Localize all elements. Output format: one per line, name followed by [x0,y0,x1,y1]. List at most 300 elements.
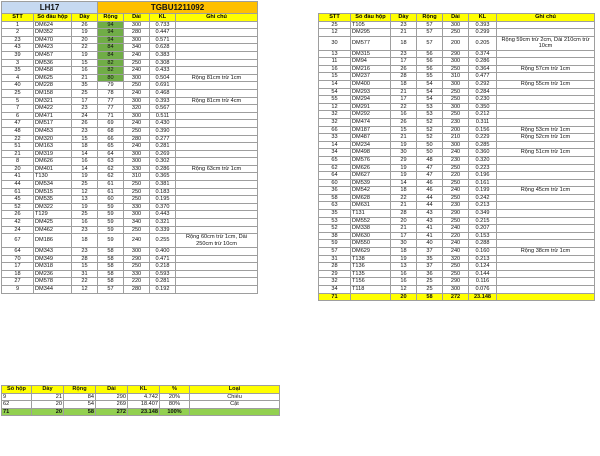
table-cell[interactable]: 15 [72,263,98,271]
table-cell[interactable]: 0.292 [469,80,497,88]
table-cell[interactable]: 0.370 [150,203,176,211]
table-cell[interactable] [497,240,595,248]
table-cell[interactable] [176,203,258,211]
table-cell[interactable]: T130 [34,173,72,181]
table-cell[interactable]: 15 [391,126,417,134]
table-cell[interactable]: 250 [124,188,150,196]
table-cell[interactable]: DM318 [34,263,72,271]
table-cell[interactable]: 25 [417,286,443,294]
table-cell[interactable]: 0.269 [150,150,176,158]
table-cell[interactable]: 18 [391,248,417,256]
table-cell[interactable]: 28 [319,263,351,271]
table-cell[interactable]: DM234 [351,141,391,149]
table-cell[interactable]: 39 [2,51,34,59]
table-cell[interactable]: 0.153 [469,232,497,240]
table-cell[interactable]: 41 [2,173,34,181]
table-cell[interactable] [176,248,258,256]
table-cell[interactable]: 71 [98,112,124,120]
table-cell[interactable] [497,194,595,202]
table-cell[interactable]: DM535 [34,196,72,204]
table-cell[interactable]: DM294 [351,96,391,104]
table-cell[interactable]: 69 [98,120,124,128]
table-cell[interactable] [176,112,258,120]
table-cell[interactable]: 22 [391,194,417,202]
table-cell[interactable] [497,225,595,233]
table-cell[interactable]: 28 [391,210,417,218]
table-cell[interactable]: 60 [98,196,124,204]
table-cell[interactable]: 94 [98,29,124,37]
table-cell[interactable]: 250 [443,179,469,187]
table-cell[interactable]: 330 [124,270,150,278]
table-cell[interactable]: 320 [443,255,469,263]
table-cell[interactable]: 55 [417,73,443,81]
table-cell[interactable]: 300 [124,74,150,82]
summary-total-cell[interactable]: 100% [160,408,190,416]
table-cell[interactable]: 40 [417,240,443,248]
table-cell[interactable] [176,270,258,278]
table-cell[interactable]: 300 [124,97,150,105]
table-cell[interactable]: 0.229 [469,134,497,142]
table-cell[interactable]: DM228 [34,82,72,90]
table-cell[interactable]: 13 [319,50,351,58]
table-cell[interactable]: 310 [124,173,150,181]
table-cell[interactable]: 25 [72,89,98,97]
table-cell[interactable]: DM577 [351,36,391,50]
table-cell[interactable]: DM338 [351,225,391,233]
table-cell[interactable]: Rộng 51cm trừ 1cm [497,149,595,157]
table-cell[interactable]: 63 [98,158,124,166]
table-cell[interactable]: 32 [319,278,351,286]
table-cell[interactable]: 11 [319,58,351,66]
table-cell[interactable]: T118 [351,286,391,294]
table-cell[interactable]: 54 [319,88,351,96]
table-cell[interactable]: DM349 [34,255,72,263]
table-cell[interactable]: 310 [443,73,469,81]
table-cell[interactable]: 30 [391,240,417,248]
table-cell[interactable]: 34 [319,286,351,294]
table-cell[interactable]: 0.374 [469,50,497,58]
table-cell[interactable]: 250 [443,270,469,278]
summary-cell[interactable]: 84 [64,393,96,401]
table-cell[interactable]: 54 [417,80,443,88]
table-cell[interactable]: 21 [391,29,417,37]
table-cell[interactable] [176,196,258,204]
table-cell[interactable] [176,44,258,52]
table-cell[interactable]: DM474 [351,118,391,126]
table-cell[interactable]: 0.281 [150,278,176,286]
table-cell[interactable] [497,73,595,81]
table-cell[interactable] [497,96,595,104]
table-cell[interactable]: 0.144 [469,270,497,278]
table-cell[interactable] [497,263,595,271]
table-cell[interactable]: DM487 [351,134,391,142]
table-cell[interactable]: 24 [72,112,98,120]
table-cell[interactable]: 0.199 [469,187,497,195]
table-cell[interactable]: 0.447 [150,29,176,37]
table-cell[interactable]: 230 [443,156,469,164]
table-cell[interactable]: 0.215 [469,217,497,225]
table-cell[interactable]: 54 [417,88,443,96]
table-cell[interactable]: 25 [72,181,98,189]
table-cell[interactable]: 0.471 [150,255,176,263]
table-cell[interactable]: DM576 [351,156,391,164]
sum-length[interactable]: 272 [443,293,469,301]
table-cell[interactable]: DM534 [34,181,72,189]
summary-total-cell[interactable]: 71 [2,408,32,416]
table-cell[interactable]: DM344 [34,286,72,294]
table-cell[interactable] [497,156,595,164]
table-cell[interactable]: 19 [72,173,98,181]
table-cell[interactable]: 17 [391,58,417,66]
table-cell[interactable]: 0.390 [150,127,176,135]
table-cell[interactable]: 77 [98,105,124,113]
table-cell[interactable]: DM187 [351,126,391,134]
sum-volume[interactable]: 23.148 [469,293,497,301]
table-cell[interactable]: 60 [319,179,351,187]
table-cell[interactable]: 0.468 [150,89,176,97]
table-cell[interactable]: Rộng 57cm trừ 1cm [497,65,595,73]
table-cell[interactable]: 0.299 [469,29,497,37]
table-cell[interactable]: 19 [391,164,417,172]
table-cell[interactable]: 290 [443,50,469,58]
table-cell[interactable]: 56 [417,65,443,73]
table-cell[interactable]: 250 [124,82,150,90]
col-header-box-number[interactable]: Số đầu hộp [351,14,391,22]
table-cell[interactable]: DM315 [351,50,391,58]
table-cell[interactable] [176,255,258,263]
table-cell[interactable]: 45 [2,196,34,204]
table-cell[interactable]: 21 [72,74,98,82]
table-cell[interactable]: 53 [319,217,351,225]
summary-total-cell[interactable]: 23.148 [128,408,160,416]
table-cell[interactable]: 52 [417,118,443,126]
table-cell[interactable]: 20 [72,36,98,44]
table-cell[interactable]: 0.571 [150,36,176,44]
table-cell[interactable]: 15 [319,73,351,81]
table-cell[interactable]: DM457 [34,51,72,59]
col-header-box-number[interactable]: Số đầu hộp [34,14,72,22]
table-cell[interactable]: 63 [319,202,351,210]
table-cell[interactable] [176,226,258,234]
table-cell[interactable]: 26 [72,120,98,128]
table-cell[interactable]: 2 [2,29,34,37]
table-cell[interactable]: 19 [391,172,417,180]
summary-cell[interactable]: 21 [32,393,64,401]
table-cell[interactable]: 0.567 [150,105,176,113]
table-cell[interactable]: DM237 [351,73,391,81]
col-header-width[interactable]: Rộng [417,14,443,22]
table-cell[interactable]: 66 [98,135,124,143]
table-cell[interactable]: 19 [72,51,98,59]
table-cell[interactable]: 25 [417,278,443,286]
table-cell[interactable]: 3 [2,59,34,67]
table-cell[interactable]: 14 [319,80,351,88]
table-cell[interactable] [176,150,258,158]
table-cell[interactable] [497,172,595,180]
table-cell[interactable]: 35 [417,255,443,263]
table-cell[interactable]: DM462 [34,226,72,234]
table-cell[interactable]: 23 [72,127,98,135]
table-cell[interactable]: 23 [2,36,34,44]
table-cell[interactable]: DM578 [34,278,72,286]
table-cell[interactable]: 0.230 [469,96,497,104]
table-cell[interactable] [176,219,258,227]
table-cell[interactable] [497,88,595,96]
table-cell[interactable]: 55 [319,96,351,104]
table-cell[interactable]: 42 [2,219,34,227]
table-cell[interactable]: 53 [417,103,443,111]
table-cell[interactable]: 220 [443,172,469,180]
table-cell[interactable]: 0.365 [150,173,176,181]
table-cell[interactable]: 0.400 [150,248,176,256]
sum-box[interactable] [351,293,391,301]
table-cell[interactable]: 250 [443,194,469,202]
table-cell[interactable]: 240 [443,240,469,248]
table-cell[interactable]: DM186 [34,234,72,248]
table-cell[interactable]: 17 [72,97,98,105]
summary-header-percent[interactable]: % [160,386,190,394]
table-cell[interactable]: 16 [391,111,417,119]
table-cell[interactable]: 240 [124,51,150,59]
table-cell[interactable]: 22 [72,278,98,286]
table-cell[interactable] [176,181,258,189]
table-cell[interactable]: DM627 [351,172,391,180]
table-cell[interactable]: 35 [2,67,34,75]
table-cell[interactable]: 59 [319,240,351,248]
table-cell[interactable]: DM236 [34,270,72,278]
table-cell[interactable]: 0.196 [469,172,497,180]
table-cell[interactable]: Rộng 55cm trừ 1cm [497,80,595,88]
table-cell[interactable]: 0.339 [150,226,176,234]
table-cell[interactable]: 0.156 [469,126,497,134]
table-cell[interactable]: 61 [2,188,34,196]
table-cell[interactable]: 44 [417,202,443,210]
table-cell[interactable] [497,179,595,187]
table-cell[interactable]: 54 [417,96,443,104]
table-cell[interactable]: DM629 [351,248,391,256]
table-cell[interactable]: 84 [98,51,124,59]
table-cell[interactable]: 250 [124,263,150,271]
table-cell[interactable]: 0.393 [469,21,497,29]
table-cell[interactable]: 0.288 [469,240,497,248]
table-cell[interactable]: 300 [443,58,469,66]
table-cell[interactable]: 240 [124,234,150,248]
summary-cell[interactable]: 290 [96,393,128,401]
table-cell[interactable]: 26 [391,65,417,73]
table-cell[interactable]: 21 [2,150,34,158]
table-cell[interactable]: 23 [72,105,98,113]
table-cell[interactable]: 80 [98,74,124,82]
table-cell[interactable]: 18 [391,187,417,195]
table-cell[interactable] [176,120,258,128]
table-cell[interactable]: DM630 [351,232,391,240]
table-cell[interactable]: DM498 [351,149,391,157]
table-cell[interactable]: DM292 [351,111,391,119]
table-cell[interactable]: 12 [319,29,351,37]
table-cell[interactable] [176,89,258,97]
table-cell[interactable]: DM453 [34,127,72,135]
table-cell[interactable]: 300 [124,248,150,256]
table-cell[interactable]: 48 [2,127,34,135]
table-cell[interactable] [497,210,595,218]
table-cell[interactable]: 12 [391,286,417,294]
table-cell[interactable] [497,286,595,294]
table-cell[interactable]: 35 [72,82,98,90]
table-cell[interactable]: 47 [417,172,443,180]
table-cell[interactable]: DM539 [351,179,391,187]
table-cell[interactable]: 46 [417,187,443,195]
table-cell[interactable]: 67 [2,234,34,248]
table-cell[interactable]: 0.223 [469,164,497,172]
table-cell[interactable] [176,286,258,294]
summary-cell[interactable]: 54 [64,401,96,409]
table-cell[interactable] [176,51,258,59]
table-cell[interactable]: DM425 [34,219,72,227]
table-cell[interactable]: 31 [319,255,351,263]
table-cell[interactable]: 200 [443,36,469,50]
table-cell[interactable]: 30 [391,149,417,157]
table-cell[interactable]: 82 [98,59,124,67]
table-cell[interactable]: 0.381 [150,181,176,189]
table-cell[interactable]: 28 [72,255,98,263]
table-cell[interactable]: DM343 [34,248,72,256]
table-cell[interactable]: 52 [2,203,34,211]
table-cell[interactable] [176,21,258,29]
table-cell[interactable]: 0.477 [469,73,497,81]
table-cell[interactable]: Rộng 81cm trừ 4cm [176,97,258,105]
table-cell[interactable]: 0.443 [150,211,176,219]
table-cell[interactable]: 0.255 [150,234,176,248]
sum-count[interactable]: 71 [319,293,351,301]
table-cell[interactable]: T105 [351,21,391,29]
table-cell[interactable]: DM400 [351,80,391,88]
table-cell[interactable]: 0.205 [469,36,497,50]
table-cell[interactable]: 14 [72,150,98,158]
summary-header-type[interactable]: Loại [190,386,280,394]
table-cell[interactable]: DM624 [34,21,72,29]
table-cell[interactable]: 0.691 [150,82,176,90]
table-cell[interactable]: T129 [34,211,72,219]
table-cell[interactable]: 29 [319,270,351,278]
table-cell[interactable]: 300 [124,211,150,219]
col-header-length[interactable]: Dài [443,14,469,22]
table-cell[interactable] [497,164,595,172]
table-cell[interactable]: 43 [417,210,443,218]
table-cell[interactable]: 58 [98,263,124,271]
table-cell[interactable]: 33 [319,134,351,142]
table-cell[interactable]: 0.511 [150,112,176,120]
table-cell[interactable]: 68 [98,127,124,135]
table-cell[interactable] [176,135,258,143]
table-cell[interactable]: 0.286 [150,165,176,173]
table-cell[interactable]: 250 [443,111,469,119]
table-cell[interactable]: 31 [72,270,98,278]
table-cell[interactable]: T131 [351,210,391,218]
table-cell[interactable]: 300 [124,21,150,29]
table-cell[interactable]: 50 [417,149,443,157]
table-cell[interactable]: DM628 [351,194,391,202]
table-cell[interactable] [497,103,595,111]
table-cell[interactable]: 250 [124,181,150,189]
table-cell[interactable]: 0.349 [469,210,497,218]
table-cell[interactable]: 37 [417,263,443,271]
col-header-note[interactable]: Ghi chú [176,14,258,22]
table-cell[interactable]: 8 [2,158,34,166]
table-cell[interactable]: 41 [417,225,443,233]
table-cell[interactable] [497,141,595,149]
table-cell[interactable]: 59 [98,226,124,234]
sum-thickness[interactable]: 20 [391,293,417,301]
table-cell[interactable] [176,211,258,219]
table-cell[interactable]: 0.733 [150,21,176,29]
table-cell[interactable]: Rộng 52cm trừ 1cm [497,134,595,142]
col-header-thickness[interactable]: Dày [72,14,98,22]
table-cell[interactable]: 56 [417,58,443,66]
table-cell[interactable]: 19 [72,29,98,37]
table-cell[interactable]: 0.308 [150,59,176,67]
table-cell[interactable]: 12 [72,188,98,196]
table-cell[interactable]: 57 [319,248,351,256]
table-cell[interactable]: 300 [124,36,150,44]
table-cell[interactable]: 57 [98,286,124,294]
table-cell[interactable] [176,263,258,271]
table-cell[interactable]: 300 [443,103,469,111]
table-cell[interactable]: 0.212 [469,111,497,119]
table-cell[interactable] [497,255,595,263]
table-cell[interactable]: 330 [124,165,150,173]
table-cell[interactable]: 94 [98,21,124,29]
summary-cell[interactable]: 18.407 [128,401,160,409]
table-cell[interactable]: 34 [319,149,351,157]
table-cell[interactable]: 340 [124,44,150,52]
table-cell[interactable]: 15 [72,59,98,67]
table-cell[interactable] [176,143,258,151]
table-cell[interactable]: 21 [391,134,417,142]
table-cell[interactable]: 220 [124,278,150,286]
table-cell[interactable]: 230 [443,118,469,126]
table-cell[interactable]: 240 [443,248,469,256]
table-cell[interactable]: 330 [124,203,150,211]
table-cell[interactable]: DM625 [34,74,72,82]
table-cell[interactable]: 18 [391,36,417,50]
table-cell[interactable]: 0.242 [469,194,497,202]
table-cell[interactable]: 65 [319,156,351,164]
table-cell[interactable]: T135 [351,270,391,278]
col-header-length[interactable]: Dài [124,14,150,22]
table-cell[interactable]: 250 [124,127,150,135]
table-cell[interactable]: 0.433 [150,67,176,75]
summary-cell[interactable]: 4.742 [128,393,160,401]
table-cell[interactable]: 0.281 [150,143,176,151]
table-cell[interactable]: 64 [2,248,34,256]
table-cell[interactable]: 22 [2,135,34,143]
table-cell[interactable]: 21 [391,202,417,210]
table-cell[interactable]: DM295 [351,29,391,37]
table-cell[interactable]: 58 [98,278,124,286]
table-cell[interactable]: 0.160 [469,248,497,256]
summary-total-cell[interactable] [190,408,280,416]
table-cell[interactable]: DM536 [34,59,72,67]
table-cell[interactable]: 16 [391,278,417,286]
table-cell[interactable]: 12 [72,286,98,294]
summary-cell[interactable]: 62 [2,401,32,409]
table-cell[interactable]: 250 [124,59,150,67]
table-cell[interactable]: DM631 [351,202,391,210]
table-cell[interactable]: 240 [443,149,469,157]
table-cell[interactable]: 16 [72,219,98,227]
col-header-stt[interactable]: STT [319,14,351,22]
table-cell[interactable] [176,36,258,44]
